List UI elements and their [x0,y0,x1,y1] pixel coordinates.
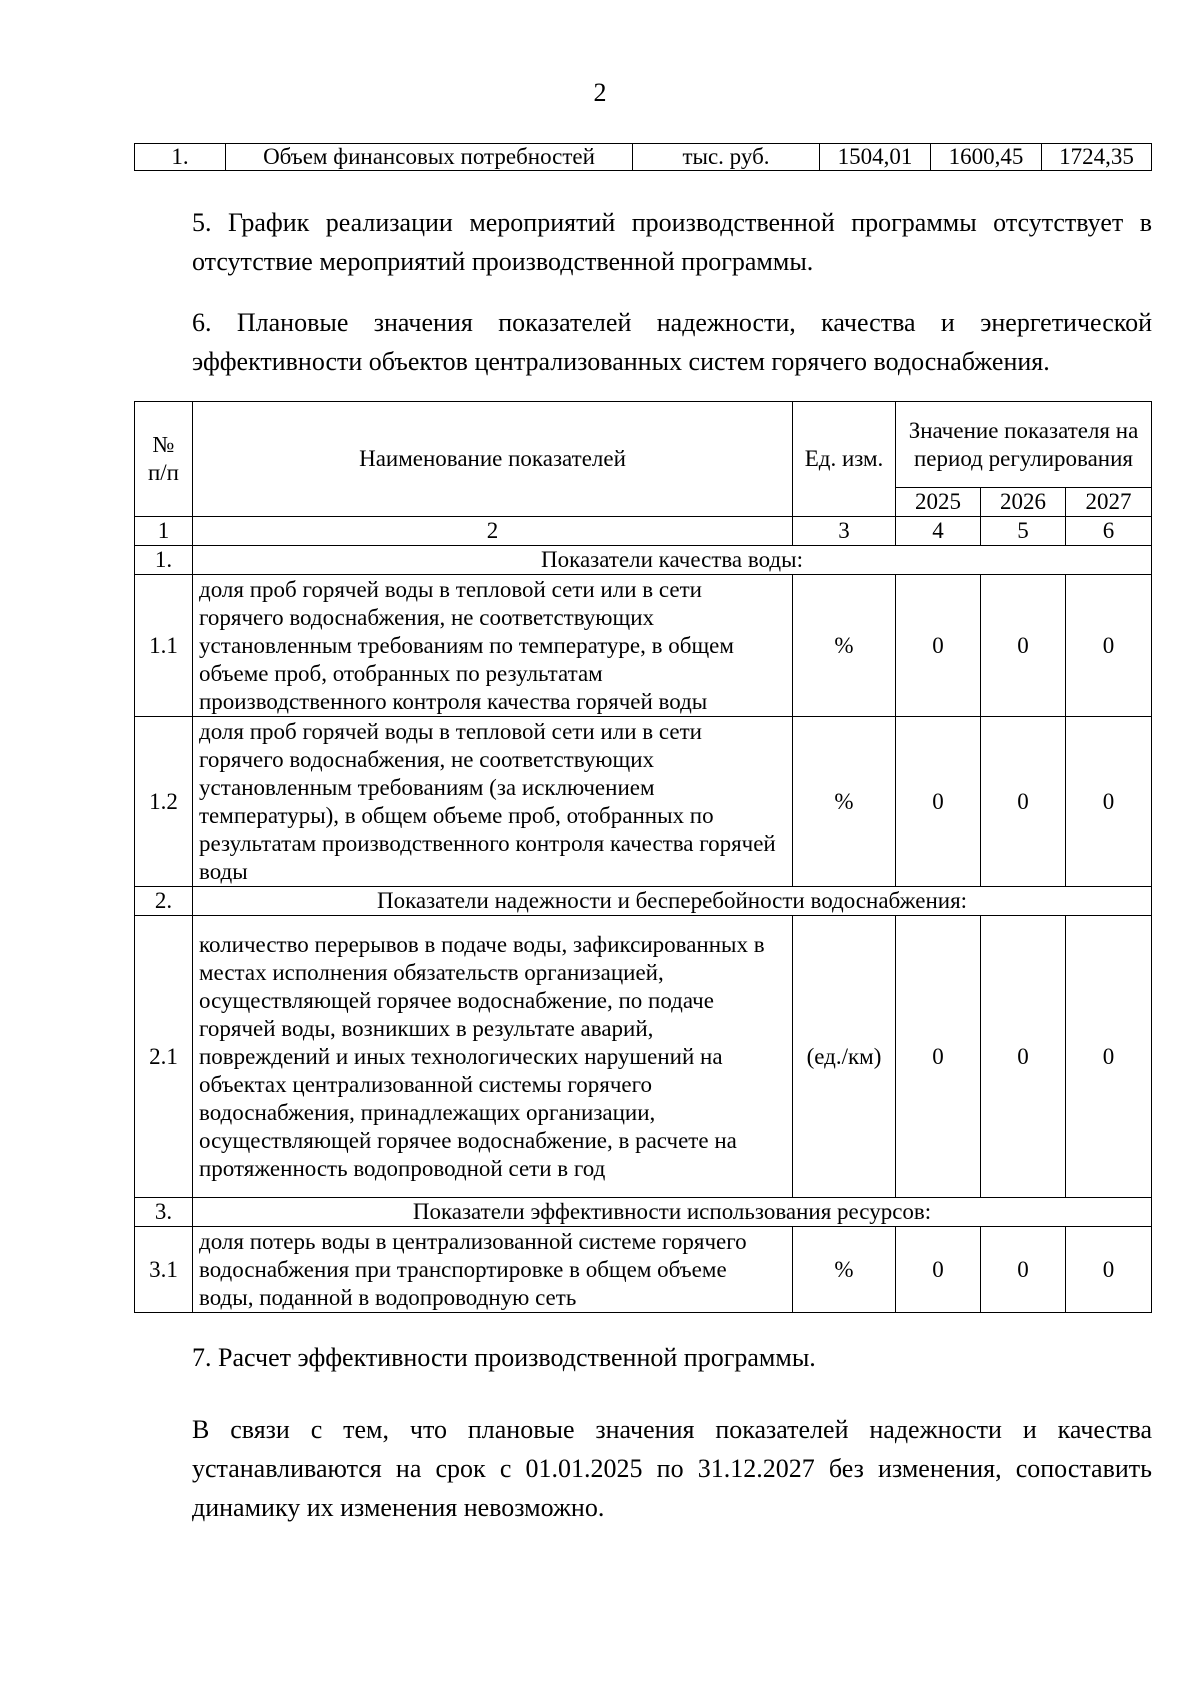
finance-value-2026: 1600,45 [931,144,1042,171]
column-number: 1 [135,517,193,546]
section-title: Показатели качества воды: [193,546,1152,575]
finance-needs-table [134,143,1152,171]
indicators-table [134,401,1152,1313]
row-value-2027: 0 [1066,717,1152,887]
row-value-2026: 0 [981,916,1066,1198]
header-value: Значение показателя на период регулирования [896,402,1152,488]
finance-row-unit: тыс. руб. [633,144,820,171]
paragraph-7-text: 7. Расчет эффективности производственной программы. [192,1343,816,1372]
row-value-2027: 0 [1066,1227,1152,1313]
column-number: 6 [1066,517,1152,546]
section-num: 1. [135,546,193,575]
row-name: доля потерь воды в централизованной системе горячего водоснабжения при транспортировке в общем объеме воды, поданной в водопроводную сеть [193,1227,793,1313]
finance-row-num: 1. [135,144,226,171]
paragraph-5-text: 5. График реализации мероприятий производственной программы отсутствует в отсутствие мероприятий производственной программы. [192,208,1152,276]
paragraph-5 [134,203,1152,281]
header-year-2027: 2027 [1066,488,1152,517]
section-num: 3. [135,1198,193,1227]
table-row [135,1227,1152,1313]
header-num: № п/п [135,402,193,517]
section-title: Показатели надежности и бесперебойности водоснабжения: [193,887,1152,916]
row-unit: % [793,1227,896,1313]
page-number: 2 [593,78,607,107]
row-name: количество перерывов в подаче воды, зафиксированных в местах исполнения обязательств организацией, осуществляющей горячее водоснабжение, по подаче горячей воды, возникших в результате аварий, повреждений и иных технологических нарушений на объектах централизованной системы горячего водоснабжения, принадлежащих организации, осуществляющей горячее водоснабжение, в расчете на протяженность водопроводной сети в год [193,916,793,1198]
section-title: Показатели эффективности использования ресурсов: [193,1198,1152,1227]
row-value-2026: 0 [981,717,1066,887]
paragraph-8-text: В связи с тем, что плановые значения показателей надежности и качества устанавливаются на срок с 01.01.2025 по 31.12.2027 без изменения, сопоставить динамику их изменения невозможно. [192,1415,1152,1522]
row-unit: % [793,575,896,717]
row-unit: (ед./км) [793,916,896,1198]
header-unit: Ед. изм. [793,402,896,517]
row-value-2027: 0 [1066,575,1152,717]
row-num: 2.1 [135,916,193,1198]
column-number: 4 [896,517,981,546]
header-year-2026: 2026 [981,488,1066,517]
section-row [135,546,1152,575]
column-numbers-row [135,517,1152,546]
column-number: 2 [193,517,793,546]
table-row [135,717,1152,887]
finance-value-2025: 1504,01 [820,144,931,171]
table-header-row [135,402,1152,488]
row-value-2025: 0 [896,575,981,717]
section-num: 2. [135,887,193,916]
column-number: 5 [981,517,1066,546]
row-value-2026: 0 [981,575,1066,717]
paragraph-6-text: 6. Плановые значения показателей надежности, качества и энергетической эффективности объектов централизованных систем горячего водоснабжения. [192,308,1152,376]
row-value-2027: 0 [1066,916,1152,1198]
table-row [135,575,1152,717]
row-value-2025: 0 [896,717,981,887]
finance-value-2027: 1724,35 [1042,144,1152,171]
column-number: 3 [793,517,896,546]
table-row [135,916,1152,1198]
row-value-2025: 0 [896,916,981,1198]
row-num: 1.1 [135,575,193,717]
header-year-2025: 2025 [896,488,981,517]
row-name: доля проб горячей воды в тепловой сети или в сети горячего водоснабжения, не соответствующих установленным требованиям (за исключением температуры), в общем объеме проб, отобранных по результатам производственного контроля качества горячей воды [193,717,793,887]
row-num: 3.1 [135,1227,193,1313]
row-value-2025: 0 [896,1227,981,1313]
row-value-2026: 0 [981,1227,1066,1313]
paragraph-8 [134,1410,1152,1527]
finance-row [135,144,1152,171]
row-num: 1.2 [135,717,193,887]
section-row [135,887,1152,916]
row-name: доля проб горячей воды в тепловой сети или в сети горячего водоснабжения, не соответствующих установленным требованиям по температуре, в общем объеме проб, отобранных по результатам производственного контроля качества горячей воды [193,575,793,717]
section-row [135,1198,1152,1227]
paragraph-6 [134,303,1152,381]
row-unit: % [793,717,896,887]
paragraph-7 [134,1338,1152,1377]
header-name: Наименование показателей [193,402,793,517]
finance-row-name: Объем финансовых потребностей [226,144,633,171]
